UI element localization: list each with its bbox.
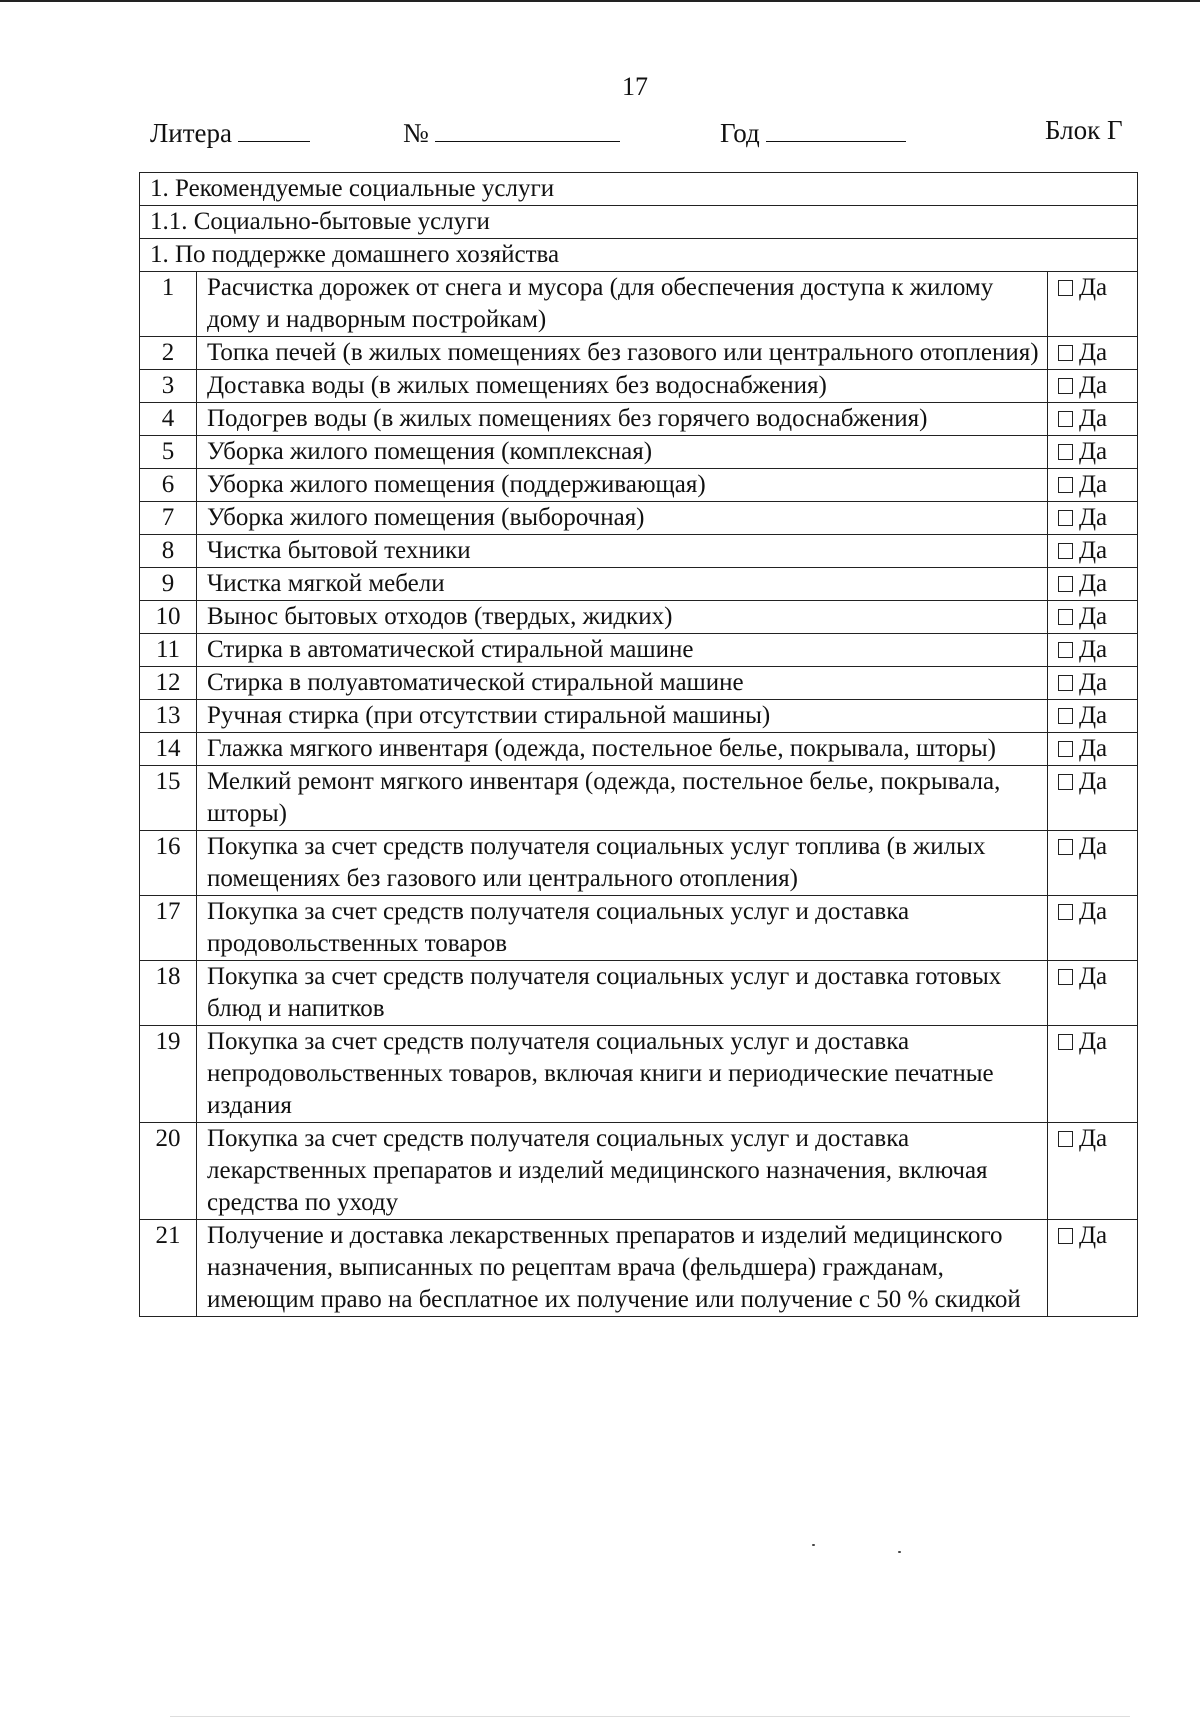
service-row xyxy=(140,535,1138,568)
section-heading-level1: 1. Рекомендуемые социальные услуги xyxy=(140,173,1138,206)
service-number: 8 xyxy=(140,535,197,568)
section-heading-level2: 1.1. Социально-бытовые услуги xyxy=(140,206,1138,239)
yes-checkbox-cell[interactable] xyxy=(1048,1123,1138,1220)
service-description: Покупка за счет средств получателя социальных услуг и доставка готовых блюд и напитков xyxy=(197,961,1048,1026)
number-field xyxy=(403,115,620,149)
service-number: 10 xyxy=(140,601,197,634)
yes-checkbox-cell[interactable] xyxy=(1048,766,1138,831)
checkbox[interactable] xyxy=(1058,280,1073,296)
service-description: Стирка в полуавтоматической стиральной машине xyxy=(197,667,1048,700)
service-description: Покупка за счет средств получателя социальных услуг и доставка непродовольственных товаров, включая книги и периодические печатные издания xyxy=(197,1026,1048,1123)
yes-label: Да xyxy=(1079,898,1108,925)
litera-blank[interactable] xyxy=(238,115,310,142)
service-number: 21 xyxy=(140,1220,197,1317)
yes-checkbox-cell[interactable] xyxy=(1048,634,1138,667)
service-description: Мелкий ремонт мягкого инвентаря (одежда, постельное белье, покрывала, шторы) xyxy=(197,766,1048,831)
checkbox[interactable] xyxy=(1058,642,1073,658)
service-row xyxy=(140,634,1138,667)
service-row xyxy=(140,436,1138,469)
service-row xyxy=(140,733,1138,766)
yes-checkbox-cell[interactable] xyxy=(1048,337,1138,370)
service-number: 7 xyxy=(140,502,197,535)
section-row xyxy=(140,173,1138,206)
service-number: 1 xyxy=(140,272,197,337)
service-row xyxy=(140,1026,1138,1123)
yes-checkbox-cell[interactable] xyxy=(1048,831,1138,896)
checkbox[interactable] xyxy=(1058,741,1073,757)
service-row xyxy=(140,961,1138,1026)
checkbox[interactable] xyxy=(1058,675,1073,691)
service-description: Покупка за счет средств получателя социальных услуг и доставка лекарственных препаратов и изделий медицинского назначения, включая средства по уходу xyxy=(197,1123,1048,1220)
service-row xyxy=(140,1123,1138,1220)
service-number: 16 xyxy=(140,831,197,896)
yes-label: Да xyxy=(1079,1125,1108,1152)
service-row xyxy=(140,1220,1138,1317)
checkbox[interactable] xyxy=(1058,1131,1073,1147)
yes-label: Да xyxy=(1079,274,1108,301)
services-table xyxy=(139,172,1138,1317)
service-description: Ручная стирка (при отсутствии стиральной машины) xyxy=(197,700,1048,733)
checkbox[interactable] xyxy=(1058,839,1073,855)
service-description: Уборка жилого помещения (выборочная) xyxy=(197,502,1048,535)
top-edge-rule xyxy=(0,0,1200,2)
service-row xyxy=(140,403,1138,436)
section-heading-level3: 1. По поддержке домашнего хозяйства xyxy=(140,239,1138,272)
checkbox[interactable] xyxy=(1058,444,1073,460)
yes-checkbox-cell[interactable] xyxy=(1048,469,1138,502)
service-number: 2 xyxy=(140,337,197,370)
service-row xyxy=(140,370,1138,403)
yes-label: Да xyxy=(1079,1028,1108,1055)
service-row xyxy=(140,272,1138,337)
yes-label: Да xyxy=(1079,768,1108,795)
form-header xyxy=(0,115,1200,149)
litera-field xyxy=(150,115,310,149)
service-description: Стирка в автоматической стиральной машине xyxy=(197,634,1048,667)
service-row xyxy=(140,896,1138,961)
service-row xyxy=(140,667,1138,700)
yes-label: Да xyxy=(1079,669,1108,696)
year-field xyxy=(720,115,906,149)
service-row xyxy=(140,601,1138,634)
service-number: 11 xyxy=(140,634,197,667)
scan-speck xyxy=(812,1544,815,1546)
service-description: Покупка за счет средств получателя социальных услуг и доставка продовольственных товаров xyxy=(197,896,1048,961)
service-description: Уборка жилого помещения (комплексная) xyxy=(197,436,1048,469)
yes-label: Да xyxy=(1079,1222,1108,1249)
service-row xyxy=(140,700,1138,733)
yes-checkbox-cell[interactable] xyxy=(1048,436,1138,469)
checkbox[interactable] xyxy=(1058,904,1073,920)
service-number: 14 xyxy=(140,733,197,766)
service-description: Чистка бытовой техники xyxy=(197,535,1048,568)
yes-checkbox-cell[interactable] xyxy=(1048,601,1138,634)
service-description: Чистка мягкой мебели xyxy=(197,568,1048,601)
scan-speck xyxy=(898,1551,901,1553)
service-description: Вынос бытовых отходов (твердых, жидких) xyxy=(197,601,1048,634)
yes-checkbox-cell[interactable] xyxy=(1048,403,1138,436)
number-blank[interactable] xyxy=(435,115,620,142)
checkbox[interactable] xyxy=(1058,477,1073,493)
service-number: 19 xyxy=(140,1026,197,1123)
service-number: 12 xyxy=(140,667,197,700)
service-row xyxy=(140,469,1138,502)
checkbox[interactable] xyxy=(1058,543,1073,559)
service-number: 15 xyxy=(140,766,197,831)
litera-label: Литера xyxy=(150,118,233,148)
service-number: 20 xyxy=(140,1123,197,1220)
checkbox[interactable] xyxy=(1058,411,1073,427)
checkbox[interactable] xyxy=(1058,1228,1073,1244)
service-number: 4 xyxy=(140,403,197,436)
yes-label: Да xyxy=(1079,372,1108,399)
checkbox[interactable] xyxy=(1058,576,1073,592)
service-description: Подогрев воды (в жилых помещениях без горячего водоснабжения) xyxy=(197,403,1048,436)
service-number: 5 xyxy=(140,436,197,469)
service-row xyxy=(140,502,1138,535)
yes-checkbox-cell[interactable] xyxy=(1048,733,1138,766)
yes-checkbox-cell[interactable] xyxy=(1048,272,1138,337)
yes-checkbox-cell[interactable] xyxy=(1048,1220,1138,1317)
yes-checkbox-cell[interactable] xyxy=(1048,535,1138,568)
service-row xyxy=(140,831,1138,896)
yes-label: Да xyxy=(1079,963,1108,990)
service-description: Расчистка дорожек от снега и мусора (для обеспечения доступа к жилому дому и надворным постройкам) xyxy=(197,272,1048,337)
yes-checkbox-cell[interactable] xyxy=(1048,961,1138,1026)
yes-checkbox-cell[interactable] xyxy=(1048,700,1138,733)
page-number: 17 xyxy=(622,72,648,101)
yes-checkbox-cell[interactable] xyxy=(1048,502,1138,535)
checkbox[interactable] xyxy=(1058,969,1073,985)
yes-checkbox-cell[interactable] xyxy=(1048,568,1138,601)
bottom-scan-rule xyxy=(170,1716,1130,1717)
service-number: 3 xyxy=(140,370,197,403)
checkbox[interactable] xyxy=(1058,774,1073,790)
year-label: Год xyxy=(720,118,760,148)
service-description: Покупка за счет средств получателя социальных услуг топлива (в жилых помещениях без газового или центрального отопления) xyxy=(197,831,1048,896)
section-row xyxy=(140,239,1138,272)
yes-label: Да xyxy=(1079,471,1108,498)
service-number: 17 xyxy=(140,896,197,961)
yes-label: Да xyxy=(1079,735,1108,762)
service-description: Топка печей (в жилых помещениях без газового или центрального отопления) xyxy=(197,337,1048,370)
checkbox[interactable] xyxy=(1058,378,1073,394)
checkbox[interactable] xyxy=(1058,510,1073,526)
service-number: 18 xyxy=(140,961,197,1026)
service-description: Уборка жилого помещения (поддерживающая) xyxy=(197,469,1048,502)
yes-checkbox-cell[interactable] xyxy=(1048,896,1138,961)
service-description: Глажка мягкого инвентаря (одежда, постельное белье, покрывала, шторы) xyxy=(197,733,1048,766)
yes-label: Да xyxy=(1079,405,1108,432)
yes-label: Да xyxy=(1079,438,1108,465)
checkbox[interactable] xyxy=(1058,1034,1073,1050)
number-label: № xyxy=(403,118,429,148)
service-description: Доставка воды (в жилых помещениях без водоснабжения) xyxy=(197,370,1048,403)
yes-label: Да xyxy=(1079,603,1108,630)
service-row xyxy=(140,337,1138,370)
yes-label: Да xyxy=(1079,702,1108,729)
service-row xyxy=(140,568,1138,601)
yes-label: Да xyxy=(1079,636,1108,663)
service-number: 9 xyxy=(140,568,197,601)
yes-checkbox-cell[interactable] xyxy=(1048,667,1138,700)
yes-label: Да xyxy=(1079,537,1108,564)
yes-checkbox-cell[interactable] xyxy=(1048,370,1138,403)
checkbox[interactable] xyxy=(1058,609,1073,625)
checkbox[interactable] xyxy=(1058,345,1073,361)
block-label: Блок Г xyxy=(1045,115,1123,145)
service-description: Получение и доставка лекарственных препаратов и изделий медицинского назначения, выписанных по рецептам врача (фельдшера) гражданам, имеющим право на бесплатное их получение или получение с 50 % скидкой xyxy=(197,1220,1048,1317)
year-blank[interactable] xyxy=(766,115,906,142)
services-table-body xyxy=(140,173,1138,1317)
yes-checkbox-cell[interactable] xyxy=(1048,1026,1138,1123)
section-row xyxy=(140,206,1138,239)
service-row xyxy=(140,766,1138,831)
yes-label: Да xyxy=(1079,833,1108,860)
yes-label: Да xyxy=(1079,570,1108,597)
yes-label: Да xyxy=(1079,339,1108,366)
yes-label: Да xyxy=(1079,504,1108,531)
service-number: 6 xyxy=(140,469,197,502)
service-number: 13 xyxy=(140,700,197,733)
checkbox[interactable] xyxy=(1058,708,1073,724)
